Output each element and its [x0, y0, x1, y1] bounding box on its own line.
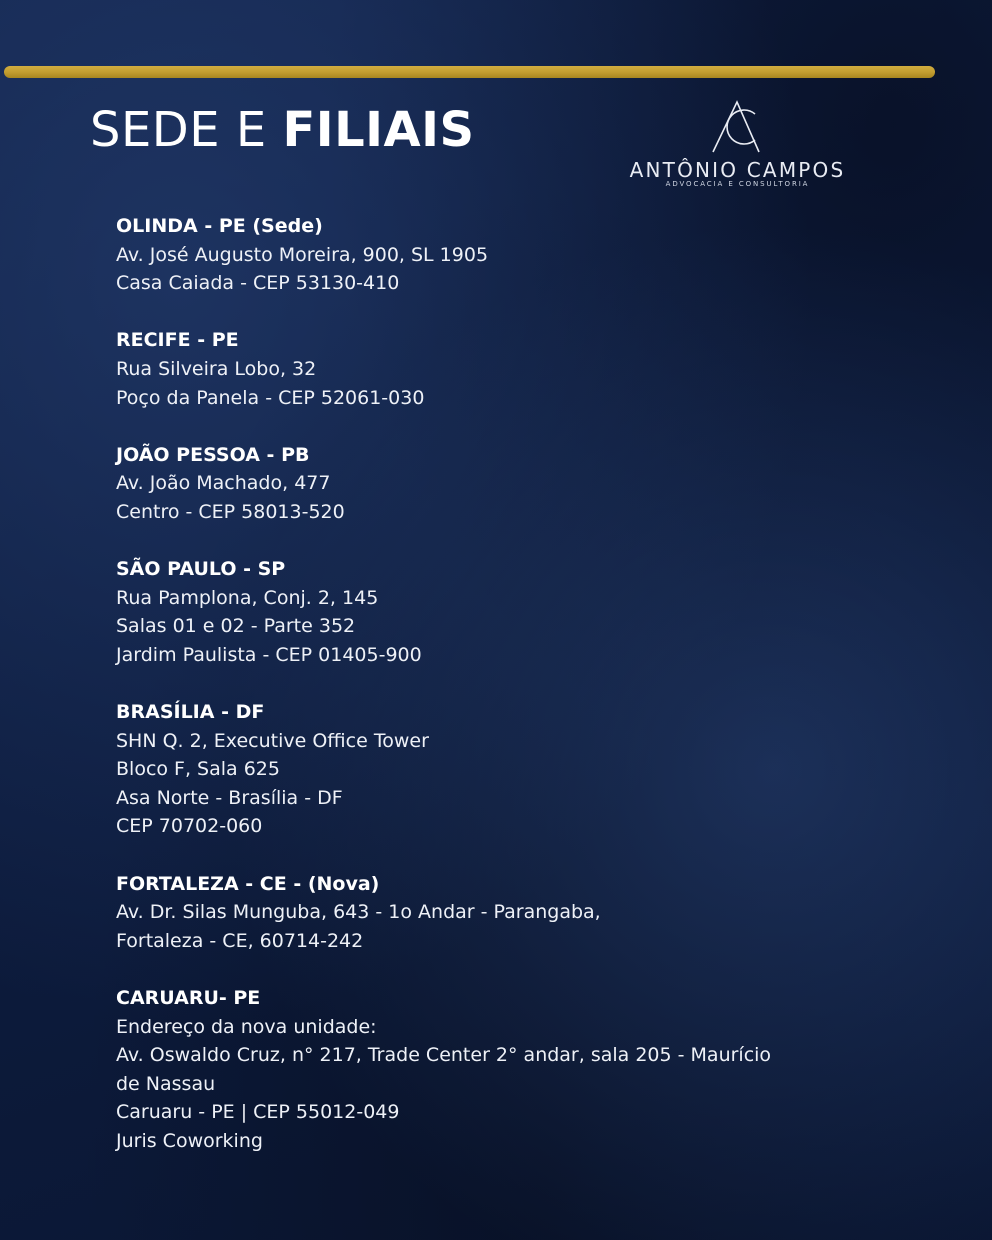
office-olinda — [116, 212, 816, 298]
monogram-ac-icon — [707, 96, 765, 156]
office-address-line: Av. José Augusto Moreira, 900, SL 1905 — [116, 243, 489, 266]
office-caruaru — [116, 984, 816, 1156]
office-address-line: Endereço da nova unidade: — [116, 1015, 377, 1038]
office-name: OLINDA - PE (Sede) — [116, 215, 323, 237]
office-address-line: de Nassau — [116, 1072, 216, 1095]
office-name: SÃO PAULO - SP — [116, 558, 286, 581]
office-address-line: Jardim Paulista - CEP 01405-900 — [116, 643, 422, 666]
page-title-bold: FILIAIS — [282, 102, 475, 158]
office-address-line: Av. João Machado, 477 — [116, 472, 331, 495]
office-sao-paulo — [116, 555, 816, 669]
office-address-line: Bloco F, Sala 625 — [116, 758, 280, 781]
office-address-line: Casa Caiada - CEP 53130-410 — [116, 272, 400, 295]
office-name: JOÃO PESSOA - PB — [116, 443, 310, 466]
office-address-line: SHN Q. 2, Executive Office Tower — [116, 729, 429, 752]
office-address-line: Juris Coworking — [116, 1130, 263, 1152]
office-name: CARUARU- PE — [116, 987, 261, 1010]
office-address-line: Av. Dr. Silas Munguba, 643 - 1o Andar - Parangaba, — [116, 901, 601, 924]
page-title-regular: SEDE E — [90, 102, 283, 158]
office-address-line: Asa Norte - Brasília - DF — [116, 786, 343, 809]
office-fortaleza — [116, 870, 816, 956]
office-address-line: Rua Pamplona, Conj. 2, 145 — [116, 586, 379, 609]
brand-tagline: ADVOCACIA E CONSULTORIA — [665, 180, 810, 188]
gold-divider-bar — [4, 66, 935, 78]
office-address-line: Centro - CEP 58013-520 — [116, 500, 345, 523]
page-title — [90, 100, 475, 160]
office-list — [116, 212, 816, 1184]
brand-name: ANTÔNIO CAMPOS — [629, 158, 846, 182]
office-address-line: Av. Oswaldo Cruz, n° 217, Trade Center 2° andar, sala 205 - Maurício — [116, 1044, 772, 1067]
office-joao-pessoa — [116, 441, 816, 527]
office-address-line: Poço da Panela - CEP 52061-030 — [116, 386, 425, 409]
office-address-line: Salas 01 e 02 - Parte 352 — [116, 615, 356, 638]
office-name: BRASÍLIA - DF — [116, 701, 265, 724]
office-brasilia — [116, 698, 816, 841]
brand-logo — [615, 96, 860, 196]
office-recife — [116, 326, 816, 412]
office-address-line: CEP 70702-060 — [116, 815, 263, 838]
office-address-line: Caruaru - PE | CEP 55012-049 — [116, 1101, 400, 1124]
office-address-line: Fortaleza - CE, 60714-242 — [116, 929, 364, 952]
office-address-line: Rua Silveira Lobo, 32 — [116, 357, 317, 380]
office-name: FORTALEZA - CE - (Nova) — [116, 872, 380, 895]
office-name: RECIFE - PE — [116, 329, 239, 352]
